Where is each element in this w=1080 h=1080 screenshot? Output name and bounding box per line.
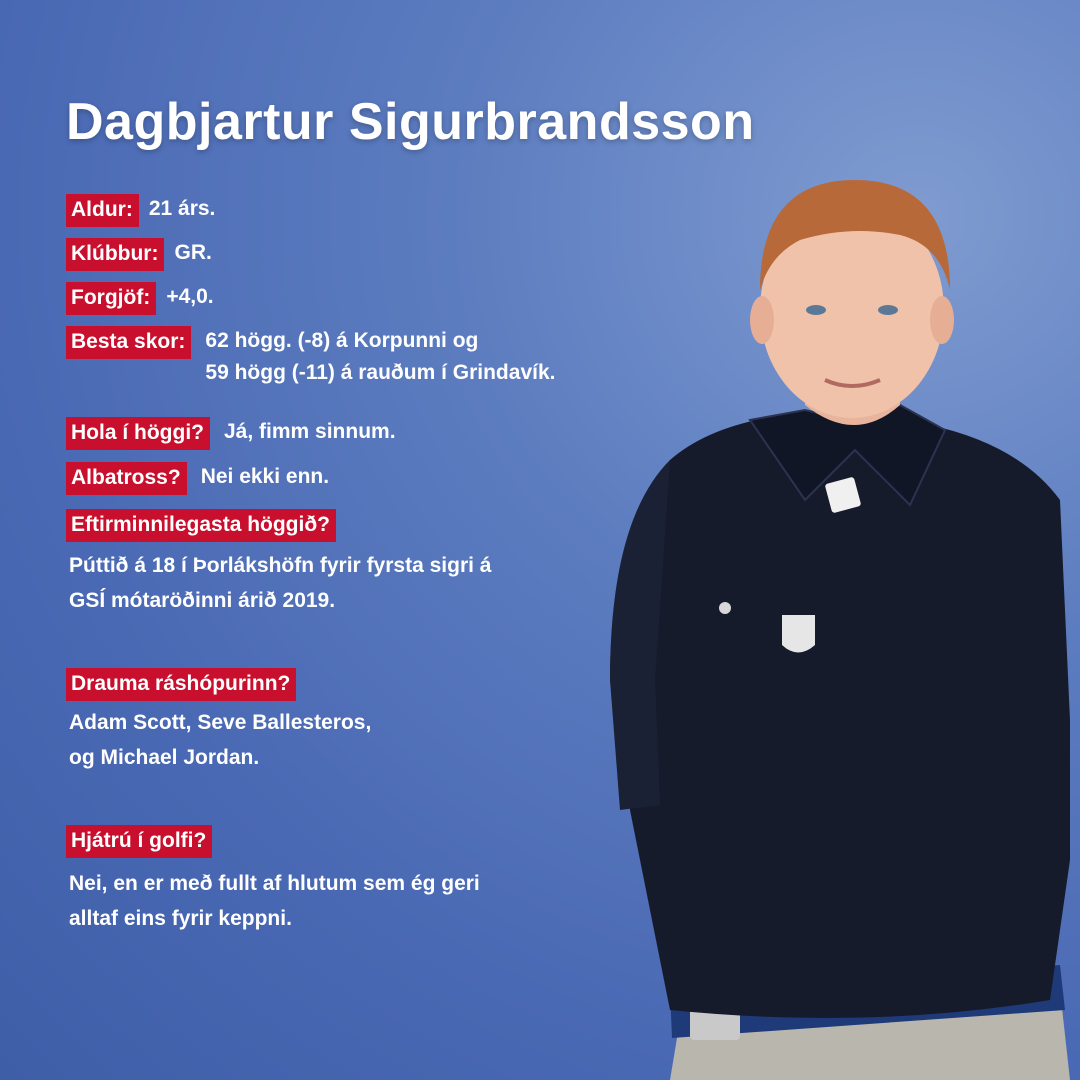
albatross-label: Albatross? — [66, 462, 187, 495]
memorable-shot-answer — [69, 548, 491, 618]
handicap-row — [66, 282, 214, 315]
best-score-line-2: 59 högg (-11) á rauðum í Grindavík. — [205, 361, 556, 384]
memorable-shot-line-1: Púttið á 18 í Þorlákshöfn fyrir fyrsta sigri á — [69, 554, 492, 577]
right-ear — [930, 296, 954, 344]
superstition-line-2: alltaf eins fyrir keppni. — [69, 907, 292, 930]
dream-group-line-2: og Michael Jordan. — [69, 746, 260, 769]
superstition-header — [66, 825, 212, 858]
memorable-shot-line-2: GSÍ mótaröðinni árið 2019. — [69, 589, 336, 612]
age-row — [66, 194, 215, 227]
club-label: Klúbbur: — [66, 238, 164, 271]
best-score-label: Besta skor: — [66, 326, 191, 359]
club-value: GR. — [174, 241, 212, 264]
memorable-shot-header — [66, 509, 336, 542]
right-eye — [878, 305, 898, 315]
left-eye — [806, 305, 826, 315]
best-score-value — [205, 325, 555, 389]
best-score-row — [66, 326, 555, 389]
player-portrait — [600, 160, 1080, 1080]
shirt-button — [719, 602, 731, 614]
memorable-shot-label: Eftirminnilegasta höggið? — [66, 509, 336, 542]
dream-group-header — [66, 668, 296, 701]
hole-in-one-row — [66, 417, 396, 450]
dream-group-label: Drauma ráshópurinn? — [66, 668, 296, 701]
albatross-value: Nei ekki enn. — [200, 465, 330, 488]
player-name-title: Dagbjartur Sigurbrandsson — [66, 93, 755, 151]
best-score-line-1: 62 högg. (-8) á Korpunni og — [205, 329, 479, 352]
albatross-row — [66, 462, 329, 495]
superstition-label: Hjátrú í golfi? — [66, 825, 212, 858]
superstition-line-1: Nei, en er með fullt af hlutum sem ég geri — [69, 872, 480, 895]
handicap-value: +4,0. — [166, 285, 214, 308]
age-value: 21 árs. — [148, 197, 216, 220]
hole-in-one-label: Hola í höggi? — [66, 417, 210, 450]
age-label: Aldur: — [66, 194, 139, 227]
handicap-label: Forgjöf: — [66, 282, 156, 315]
club-row — [66, 238, 212, 271]
dream-group-line-1: Adam Scott, Seve Ballesteros, — [69, 711, 372, 734]
hole-in-one-value: Já, fimm sinnum. — [223, 420, 396, 443]
left-ear — [750, 296, 774, 344]
team-iceland-emblem — [782, 615, 815, 653]
dream-group-answer — [69, 705, 371, 775]
superstition-answer — [69, 866, 480, 936]
